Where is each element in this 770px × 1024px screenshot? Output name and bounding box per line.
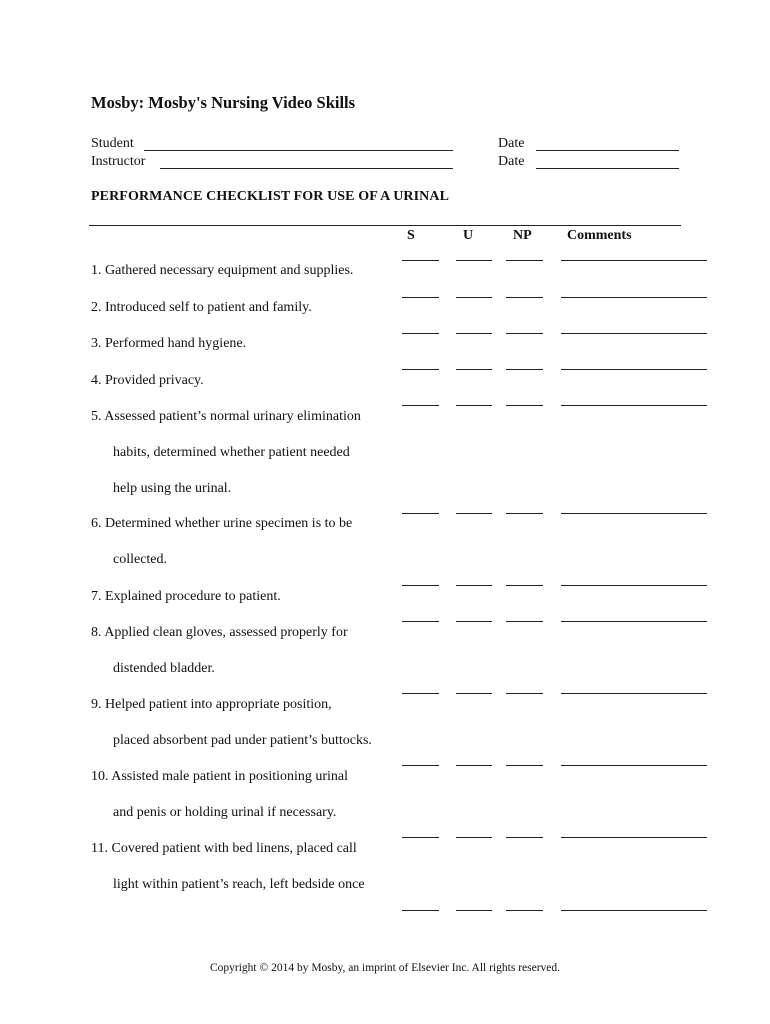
blank-comments-row-5[interactable]	[561, 405, 707, 406]
copyright-footer: Copyright © 2014 by Mosby, an imprint of Elsevier Inc. All rights reserved.	[209, 962, 561, 974]
blank-s-row-4[interactable]	[402, 369, 439, 370]
column-header-u: U	[463, 228, 474, 243]
blank-u-row-4[interactable]	[456, 369, 492, 370]
checklist-item-10: 10. Assisted male patient in positioning urinal	[91, 769, 349, 784]
page-title: Mosby: Mosby's Nursing Video Skills	[91, 93, 356, 112]
blank-comments-row-10[interactable]	[561, 765, 707, 766]
blank-np-row-12[interactable]	[506, 910, 543, 911]
blank-u-row-3[interactable]	[456, 333, 492, 334]
checklist-item-9: 9. Helped patient into appropriate position,	[91, 697, 332, 712]
checklist-item-3: 3. Performed hand hygiene.	[91, 336, 247, 351]
checklist-item-8-cont: distended bladder.	[113, 661, 215, 676]
checklist-item-5: 5. Assessed patient’s normal urinary elimination	[91, 409, 361, 424]
blank-np-row-6[interactable]	[506, 513, 543, 514]
blank-u-row-6[interactable]	[456, 513, 492, 514]
blank-comments-row-4[interactable]	[561, 369, 707, 370]
instructor-label: Instructor	[91, 154, 146, 169]
blank-u-row-7[interactable]	[456, 585, 492, 586]
blank-comments-row-8[interactable]	[561, 621, 707, 622]
blank-u-row-11[interactable]	[456, 837, 492, 838]
blank-s-row-9[interactable]	[402, 693, 439, 694]
blank-np-row-7[interactable]	[506, 585, 543, 586]
checklist-title: PERFORMANCE CHECKLIST FOR USE OF A URINAL	[91, 189, 450, 204]
blank-np-row-1[interactable]	[506, 260, 543, 261]
date-label-instructor: Date	[498, 154, 525, 169]
checklist-item-11-cont: light within patient’s reach, left bedside once	[113, 877, 365, 892]
blank-comments-row-1[interactable]	[561, 260, 707, 261]
date-field-instructor[interactable]	[536, 168, 679, 169]
blank-np-row-10[interactable]	[506, 765, 543, 766]
instructor-field[interactable]	[160, 168, 453, 169]
checklist-item-4: 4. Provided privacy.	[91, 373, 204, 388]
blank-np-row-11[interactable]	[506, 837, 543, 838]
checklist-item-11: 11. Covered patient with bed linens, placed call	[91, 841, 357, 856]
checklist-item-10-cont: and penis or holding urinal if necessary.	[113, 805, 337, 820]
student-field[interactable]	[144, 150, 453, 151]
blank-u-row-8[interactable]	[456, 621, 492, 622]
blank-comments-row-7[interactable]	[561, 585, 707, 586]
blank-u-row-9[interactable]	[456, 693, 492, 694]
blank-u-row-1[interactable]	[456, 260, 492, 261]
checklist-item-6: 6. Determined whether urine specimen is to be	[91, 516, 353, 531]
blank-s-row-10[interactable]	[402, 765, 439, 766]
checklist-item-2: 2. Introduced self to patient and family.	[91, 300, 312, 315]
blank-s-row-7[interactable]	[402, 585, 439, 586]
blank-comments-row-11[interactable]	[561, 837, 707, 838]
blank-s-row-2[interactable]	[402, 297, 439, 298]
blank-s-row-12[interactable]	[402, 910, 439, 911]
checklist-item-7: 7. Explained procedure to patient.	[91, 589, 281, 604]
checklist-item-5-cont-1: habits, determined whether patient needed	[113, 445, 350, 460]
checklist-item-5-cont-2: help using the urinal.	[113, 481, 232, 496]
blank-u-row-5[interactable]	[456, 405, 492, 406]
checklist-item-1: 1. Gathered necessary equipment and supplies.	[91, 263, 354, 278]
blank-comments-row-3[interactable]	[561, 333, 707, 334]
column-header-s: S	[407, 228, 415, 243]
blank-comments-row-9[interactable]	[561, 693, 707, 694]
checklist-item-6-cont: collected.	[113, 552, 168, 567]
blank-np-row-3[interactable]	[506, 333, 543, 334]
blank-s-row-8[interactable]	[402, 621, 439, 622]
blank-np-row-4[interactable]	[506, 369, 543, 370]
header-divider	[89, 225, 681, 226]
checklist-item-9-cont: placed absorbent pad under patient’s buttocks.	[113, 733, 372, 748]
blank-np-row-8[interactable]	[506, 621, 543, 622]
blank-s-row-5[interactable]	[402, 405, 439, 406]
blank-comments-row-6[interactable]	[561, 513, 707, 514]
blank-s-row-6[interactable]	[402, 513, 439, 514]
blank-u-row-2[interactable]	[456, 297, 492, 298]
date-field-student[interactable]	[536, 150, 679, 151]
blank-np-row-2[interactable]	[506, 297, 543, 298]
blank-u-row-10[interactable]	[456, 765, 492, 766]
blank-u-row-12[interactable]	[456, 910, 492, 911]
date-label-student: Date	[498, 136, 525, 151]
column-header-comments: Comments	[567, 228, 632, 243]
blank-s-row-1[interactable]	[402, 260, 439, 261]
blank-s-row-3[interactable]	[402, 333, 439, 334]
student-label: Student	[91, 136, 134, 151]
blank-s-row-11[interactable]	[402, 837, 439, 838]
blank-np-row-5[interactable]	[506, 405, 543, 406]
blank-comments-row-2[interactable]	[561, 297, 707, 298]
blank-comments-row-12[interactable]	[561, 910, 707, 911]
blank-np-row-9[interactable]	[506, 693, 543, 694]
checklist-item-8: 8. Applied clean gloves, assessed properly for	[91, 625, 348, 640]
column-header-np: NP	[513, 228, 532, 243]
